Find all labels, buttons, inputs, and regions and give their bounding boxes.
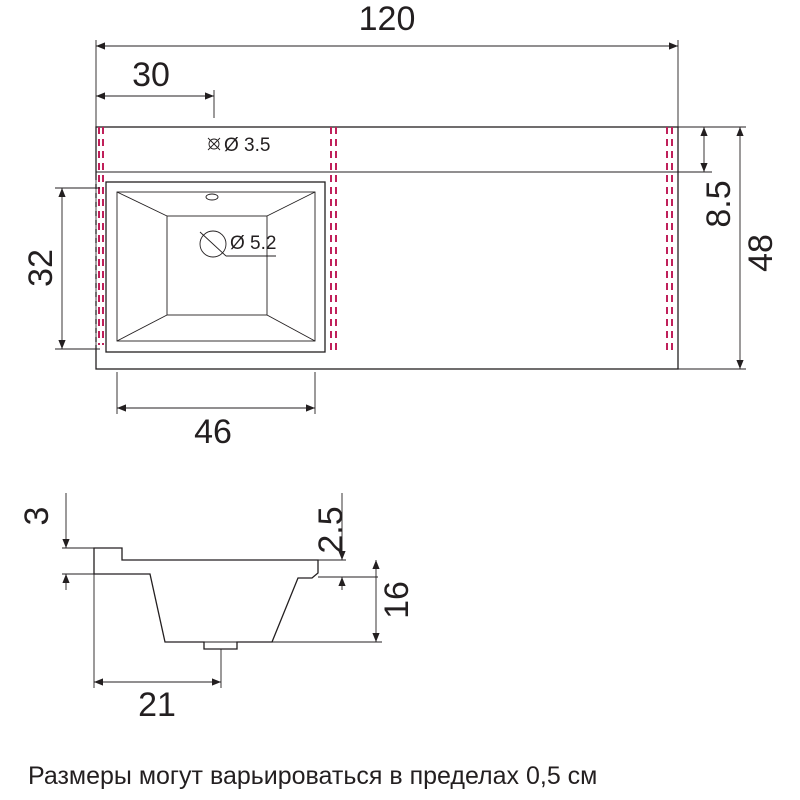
basin-edge-tr <box>267 192 315 216</box>
drain-hole-diameter-line <box>200 232 226 256</box>
basin-outer <box>106 182 325 352</box>
countertop-outline <box>96 127 678 369</box>
basin-bottom <box>167 216 267 315</box>
basin-rim <box>117 192 315 341</box>
sink-profile <box>94 548 318 649</box>
dimension-tolerance-note: Размеры могут варьироваться в пределах 0,5 см <box>28 762 598 790</box>
dim-rim-height: 2.5 <box>312 506 350 554</box>
top-view <box>22 0 780 451</box>
side-view <box>18 493 416 724</box>
drain-hole-label: Ø 5.2 <box>230 233 277 254</box>
dim-overall-width: 120 <box>358 0 416 38</box>
dim-bowl-offset: 21 <box>138 686 176 724</box>
dim-ledge-height: 3 <box>18 506 56 526</box>
faucet-hole-label: Ø 3.5 <box>224 135 271 156</box>
dim-bowl-height: 16 <box>378 581 416 619</box>
basin-edge-tl <box>117 192 167 216</box>
dim-ledge-depth: 8.5 <box>700 180 738 228</box>
dim-faucet-offset: 30 <box>132 56 170 94</box>
dim-basin-width: 46 <box>194 413 232 451</box>
dim-overall-depth: 48 <box>742 234 780 272</box>
overflow-hole <box>206 194 218 200</box>
dim-basin-depth: 32 <box>22 249 60 287</box>
basin-edge-bl <box>117 315 167 341</box>
basin-edge-br <box>267 315 315 341</box>
